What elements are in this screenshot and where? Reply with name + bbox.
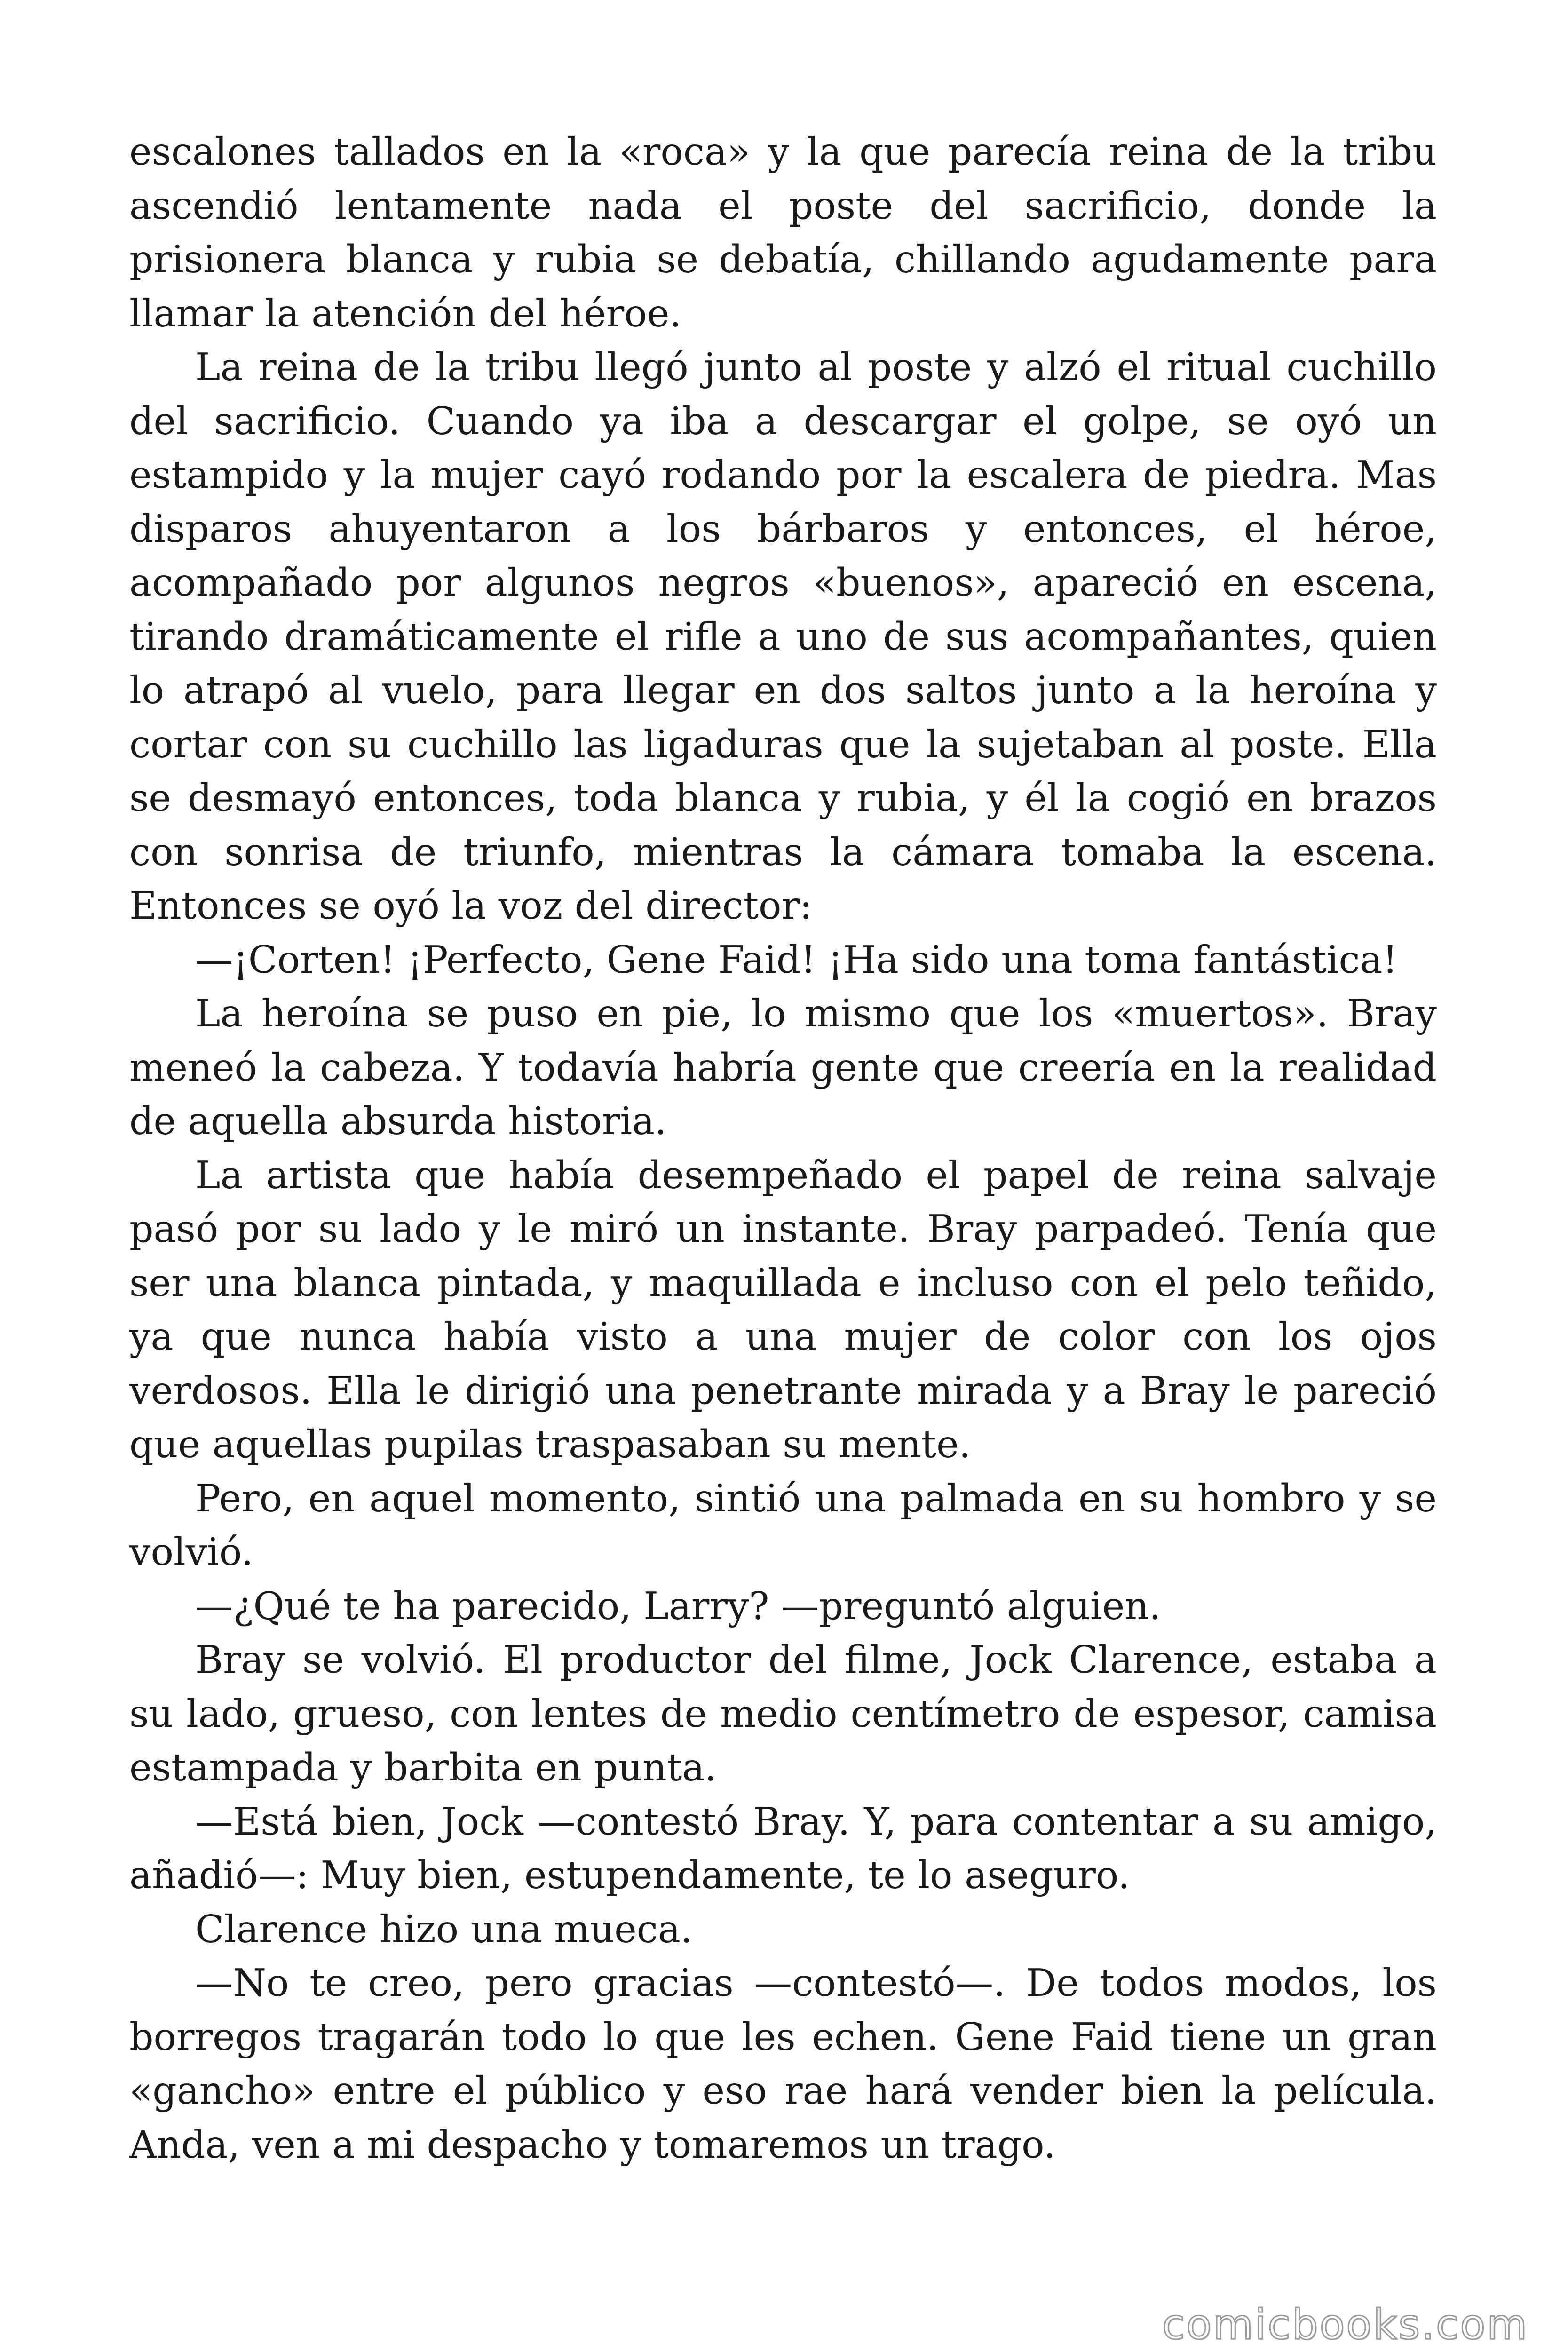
paragraph-3: —¡Corten! ¡Perfecto, Gene Faid! ¡Ha sido una toma fantástica! — [195, 937, 1398, 982]
paragraph-8: Bray se volvió. El productor del filme, Jock Clarence, estaba a su lado, grueso, con lentes de medio centímetro de espesor, camisa estampada y barbita en punta. — [129, 1637, 1437, 1789]
paragraph-5: La artista que había desempeñado el papel de reina salvaje pasó por su lado y le miró un instante. Bray parpadeó. Tenía que ser una blanca pintada, y maquillada e incluso con el pelo teñido, ya que nunca había visto a una mujer de color con los ojos verdosos. Ella le dirigió una penetrante mirada y a Bray le pareció que aquellas pupilas traspasaban su mente. — [129, 1152, 1437, 1466]
paragraph-11: —No te creo, pero gracias —contestó—. De todos modos, los borregos tragarán todo lo que les echen. Gene Faid tiene un gran «gancho» entre el público y eso rae hará vender bien la película. Anda, ven a mi despacho y tomaremos un trago. — [129, 1961, 1437, 2167]
paragraph-2: La reina de la tribu llegó junto al poste y alzó el ritual cuchillo del sacrificio. Cuando ya iba a descargar el golpe, se oyó un estampido y la mujer cayó rodando por la escalera de piedra. Mas disparos ahuyentaron a los bárbaros y entonces, el héroe, acompañado por algunos negros «buenos», apareció en escena, tirando dramáticamente el rifle a uno de sus acompañantes, quien lo atrapó al vuelo, para llegar en dos saltos junto a la heroína y cortar con su cuchillo las ligaduras que la sujetaban al poste. Ella se desmayó entonces, toda blanca y rubia, y él la cogió en brazos con sonrisa de triunfo, mientras la cámara tomaba la escena. Entonces se oyó la voz del director: — [129, 345, 1437, 928]
paragraph-9: —Está bien, Jock —contestó Bray. Y, para contentar a su amigo, añadió—: Muy bien, estupendamente, te lo aseguro. — [129, 1799, 1437, 1897]
watermark-logo: comicbooks.com — [1162, 2300, 1528, 2349]
paragraph-4: La heroína se puso en pie, lo mismo que los «muertos». Bray meneó la cabeza. Y todavía habría gente que creería en la realidad de aquella absurda historia. — [129, 991, 1437, 1143]
paragraph-10: Clarence hizo una mueca. — [195, 1907, 693, 1951]
paragraph-7: —¿Qué te ha parecido, Larry? —preguntó alguien. — [195, 1583, 1161, 1628]
paragraph-1: escalones tallados en la «roca» y la que parecía reina de la tribu ascendió lentamente nada el poste del sacrificio, donde la prisionera blanca y rubia se debatía, chillando agudamente para llamar la atención del héroe. — [129, 129, 1437, 335]
book-page — [129, 125, 1437, 2171]
paragraph-6: Pero, en aquel momento, sintió una palmada en su hombro y se volvió. — [129, 1476, 1437, 1574]
